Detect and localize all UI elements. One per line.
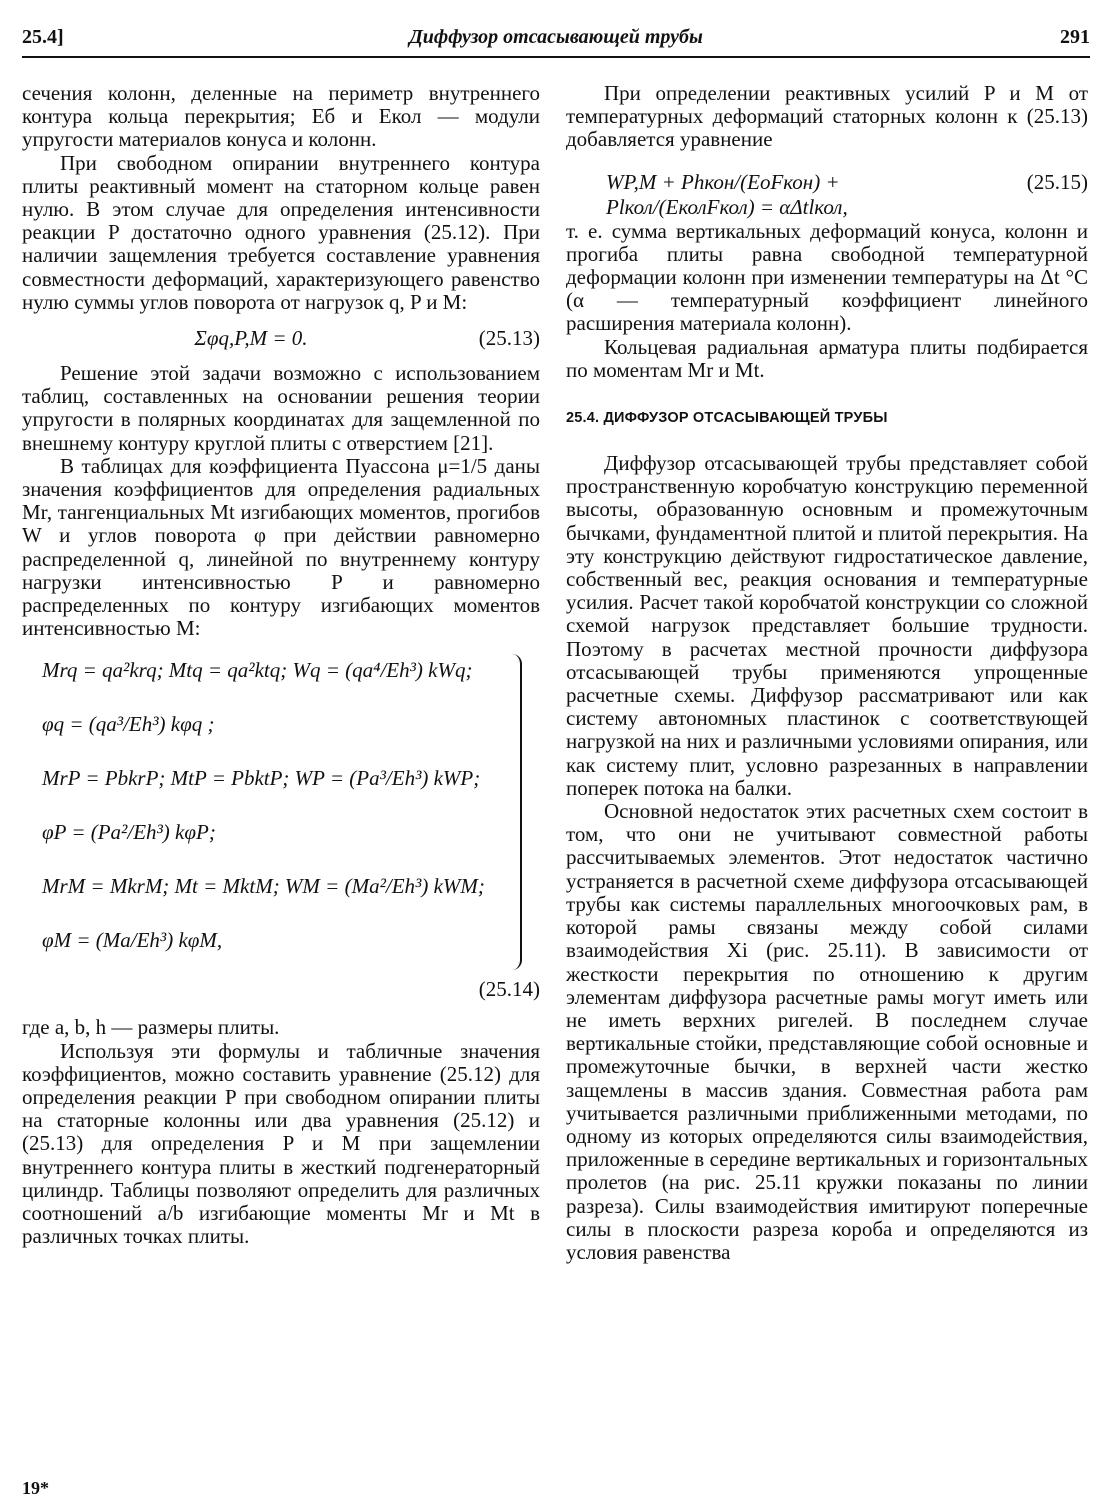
paragraph: Решение этой задачи возможно с использованием таблиц, составленных на основании решения теории упругости в полярных координатах для защемленной по внешнему контуру круглой плиты с отверстием [21]. — [22, 361, 540, 455]
equation-25-13 — [22, 320, 540, 356]
printer-signature: 19* — [22, 1478, 49, 1498]
system-brace — [508, 654, 522, 970]
paragraph: сечения колонн, деленные на периметр внутреннего контура кольца перекрытия; Eб и Eкол — модули упругости материалов конуса и колонн. — [22, 81, 540, 152]
paragraph: При свободном опирании внутреннего контура плиты реактивный момент на статорном кольце равен нулю. В этом случае для определения интенсивности реакции P достаточно одного уравнения (25.12). При наличии защемления требуется составление уравнения совместности деформаций, характеризующего равенство нулю суммы углов поворота от нагрузок q, P и M: — [22, 150, 540, 314]
paragraph: Кольцевая радиальная арматура плиты подбирается по моментам Mr и Mt. — [566, 334, 1088, 382]
equation-number: (25.14) — [478, 977, 540, 1002]
equation-body: WP,M + Phкон/(EоFкон) + Plкол/(EколFкол) = αΔtlкол, — [606, 169, 848, 219]
equation-line: Mrq = qa²krq; Mtq = qa²ktq; Wq = (qa⁴/Eh³) kWq; — [42, 658, 473, 683]
page-number: 291 — [1060, 26, 1090, 48]
paragraph: В таблицах для коэффициента Пуассона μ=1/5 даны значения коэффициентов для определения радиальных Mr, тангенциальных Mt изгибающих моментов, прогибов W и углов поворота φ при действии равномерно распределенной q, линейной по внутреннему контуру нагрузки интенсивностью P и равномерно распределенных по контуру изгибающих моментов интенсивностью M: — [22, 453, 540, 641]
paragraph: Используя эти формулы и табличные значения коэффициентов, можно составить уравнение (25.12) для определения реакции P при свободном опирании плиты на статорные колонны или два уравнения (25.12) и (25.13) для определения P и M при защемлении внутреннего контура плиты в жесткий подгенераторный цилиндр. Таблицы позволяют определить для различных соотношений a/b изгибающие моменты Mr и Mt в различных точках плиты. — [22, 1038, 540, 1249]
paragraph: При определении реактивных усилий P и M от температурных деформаций статорных колонн к (25.13) добавляется уравнение — [566, 81, 1088, 152]
right-column — [566, 82, 1088, 1264]
equation-line: φq = (qa³/Eh³) kφq ; — [42, 712, 215, 737]
equation-body: Σφq,P,M = 0. — [194, 326, 308, 351]
equation-line: φM = (Ma/Eh³) kφM, — [42, 928, 223, 953]
paragraph: Диффузор отсасывающей трубы представляет собой пространственную коробчатую конструкцию переменной высоты, образованную основным и промежуточным бычками, фундаментной плитой и плитой перекрытия. На эту конструкцию действуют гидростатическое давление, собственный вес, реакция основания и температурные усилия. Расчет такой коробчатой конструкции со сложной схемой нагрузок представляет большие трудности. Поэтому в расчетах местной прочности диффузора отсасывающей трубы применяются упрощенные расчетные схемы. Диффузор рассматривают или как систему автономных пластинок с соответствующей нагрузкой на них и различными условиями опирания, или как систему плит, условно разрезанных в направлении поперек потока на балки. — [566, 451, 1088, 800]
paragraph: т. е. сумма вертикальных деформаций конуса, колонн и прогиба плиты равна свободной температурной деформации колонн при изменении температуры на Δt °C (α — температурный коэффициент линейного расширения материала колонн). — [566, 218, 1088, 336]
equation-line: MrM = MkrM; Mt = MktM; WM = (Ma²/Eh³) kWM; — [42, 874, 485, 899]
equation-line: φP = (Pa²/Eh³) kφP; — [42, 820, 216, 845]
paragraph: где a, b, h — размеры плиты. — [22, 1015, 280, 1040]
running-header — [22, 26, 1090, 58]
running-title: Диффузор отсасывающей трубы — [409, 26, 703, 48]
equation-line: MrP = PbkrP; MtP = PbktP; WP = (Pa³/Eh³) kWP; — [42, 766, 481, 791]
paragraph: Основной недостаток этих расчетных схем состоит в том, что они не учитывают совместной работы рассчитываемых элементов. Этот недостаток частично устраняется в расчетной схеме диффузора отсасывающей трубы как системы параллельных многоочковых рам, в которой рамы связаны между собой силами взаимодействия Xi (рис. 25.11). В зависимости от жесткости перекрытия по отношению к другим элементам диффузора расчетные рамы могут иметь или не иметь верхних ригелей. В последнем случае вертикальные стойки, представляющие собой основные и промежуточные бычки, в верхней части жестко защемлены в массив здания. Совместная работа рам учитывается различными приближенными методами, по одному из которых определяются силы взаимодействия, приложенные в середине вертикальных и горизонтальных пролетов (на рис. 25.11 кружки показаны по линии разреза). Силы взаимодействия имитируют поперечные силы в плоскости разреза короба и определяются из условия равенства — [566, 799, 1088, 1264]
section-heading: 25.4. ДИФФУЗОР ОТСАСЫВАЮЩЕЙ ТРУБЫ — [566, 410, 888, 427]
equation-system-25-14 — [22, 650, 540, 1002]
left-column — [22, 82, 540, 1249]
equation-number: (25.13) — [478, 326, 540, 351]
equation-number: (25.15) — [1026, 169, 1088, 194]
section-number: 25.4] — [22, 26, 64, 48]
equation-25-15 — [566, 156, 1088, 219]
